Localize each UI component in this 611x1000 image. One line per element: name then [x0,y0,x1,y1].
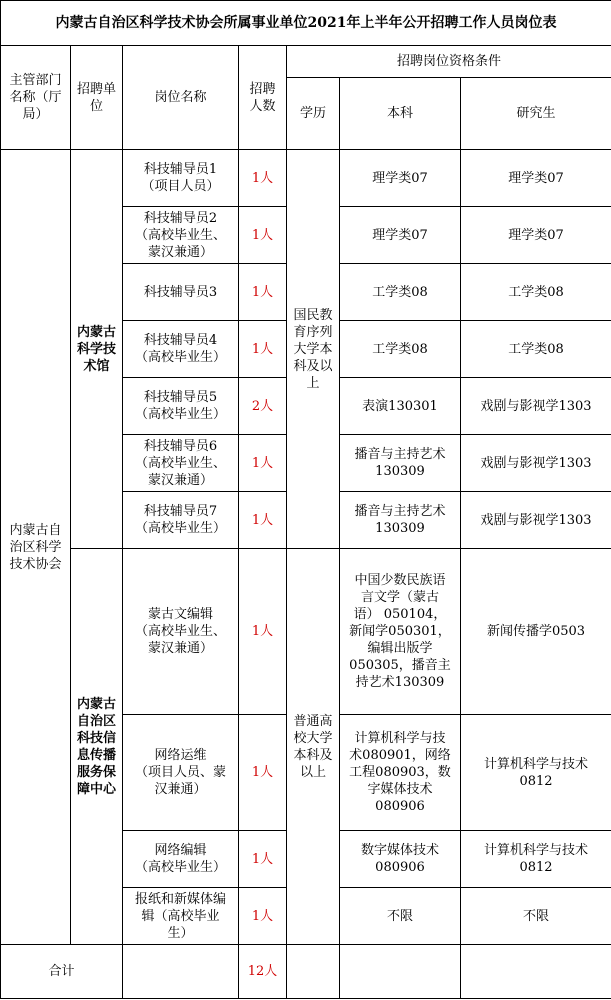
department-name: 内蒙古自 治区科学 技术协会 [1,150,71,945]
hire-count: 1人 [239,888,287,945]
unit-name: 内蒙古 自治区 科技信 息传播 服务保 障中心 [71,549,123,945]
header-bachelor: 本科 [340,78,461,150]
education-requirement: 国民教 育序列 大学本 科及以 上 [287,150,340,549]
bachelor-major: 不限 [340,888,461,945]
position-name: 网络编辑 （高校毕业生） [123,831,239,888]
bachelor-major: 计算机科学与技 术080901，网络 工程080903，数 字媒体技术 080906 [340,715,461,831]
header-dept: 主管部门 名称（厅 局） [1,46,71,150]
header-graduate: 研究生 [461,78,611,150]
header-count: 招聘 人数 [239,46,287,150]
position-name: 科技辅导员4 （高校毕业生） [123,321,239,378]
total-label: 合计 [1,945,123,999]
position-name: 科技辅导员2 （高校毕业生、 蒙汉兼通） [123,207,239,264]
graduate-major: 工学类08 [461,264,611,321]
hire-count: 1人 [239,207,287,264]
hire-count: 1人 [239,435,287,492]
graduate-major: 理学类07 [461,207,611,264]
hire-count: 1人 [239,492,287,549]
graduate-major: 戏剧与影视学1303 [461,492,611,549]
total-empty [123,945,239,999]
total-empty [461,945,611,999]
hire-count: 1人 [239,715,287,831]
graduate-major: 计算机科学与技术 0812 [461,715,611,831]
graduate-major: 戏剧与影视学1303 [461,435,611,492]
position-name: 科技辅导员7 （高校毕业生） [123,492,239,549]
hire-count: 2人 [239,378,287,435]
position-name: 网络运维 （项目人员、蒙 汉兼通） [123,715,239,831]
graduate-major: 理学类07 [461,150,611,207]
bachelor-major: 表演130301 [340,378,461,435]
position-name: 科技辅导员1 （项目人员） [123,150,239,207]
position-name: 科技辅导员6 （高校毕业生、 蒙汉兼通） [123,435,239,492]
header-position: 岗位名称 [123,46,239,150]
education-requirement: 普通高 校大学 本科及 以上 [287,549,340,945]
graduate-major: 新闻传播学0503 [461,549,611,715]
bachelor-major: 播音与主持艺术 130309 [340,435,461,492]
total-count: 12人 [239,945,287,999]
position-name: 报纸和新媒体编 辑（高校毕业 生） [123,888,239,945]
graduate-major: 计算机科学与技术 0812 [461,831,611,888]
page-title: 内蒙古自治区科学技术协会所属事业单位2021年上半年公开招聘工作人员岗位表 [1,1,611,46]
hire-count: 1人 [239,549,287,715]
hire-count: 1人 [239,831,287,888]
hire-count: 1人 [239,264,287,321]
graduate-major: 工学类08 [461,321,611,378]
bachelor-major: 播音与主持艺术 130309 [340,492,461,549]
bachelor-major: 数字媒体技术 080906 [340,831,461,888]
bachelor-major: 理学类07 [340,150,461,207]
header-education: 学历 [287,78,340,150]
position-name: 科技辅导员5 （高校毕业生） [123,378,239,435]
graduate-major: 不限 [461,888,611,945]
header-qualifications: 招聘岗位资格条件 [287,46,611,78]
position-name: 蒙古文编辑 （高校毕业生、 蒙汉兼通） [123,549,239,715]
hire-count: 1人 [239,150,287,207]
hire-count: 1人 [239,321,287,378]
total-empty [340,945,461,999]
bachelor-major: 中国少数民族语 言文学（蒙古 语） 050104， 新闻学050301， 编辑出版学 050305，播音主 持艺术130309 [340,549,461,715]
bachelor-major: 理学类07 [340,207,461,264]
unit-name: 内蒙古 科学技 术馆 [71,150,123,549]
header-unit: 招聘单 位 [71,46,123,150]
bachelor-major: 工学类08 [340,321,461,378]
bachelor-major: 工学类08 [340,264,461,321]
graduate-major: 戏剧与影视学1303 [461,378,611,435]
position-name: 科技辅导员3 [123,264,239,321]
total-empty [287,945,340,999]
